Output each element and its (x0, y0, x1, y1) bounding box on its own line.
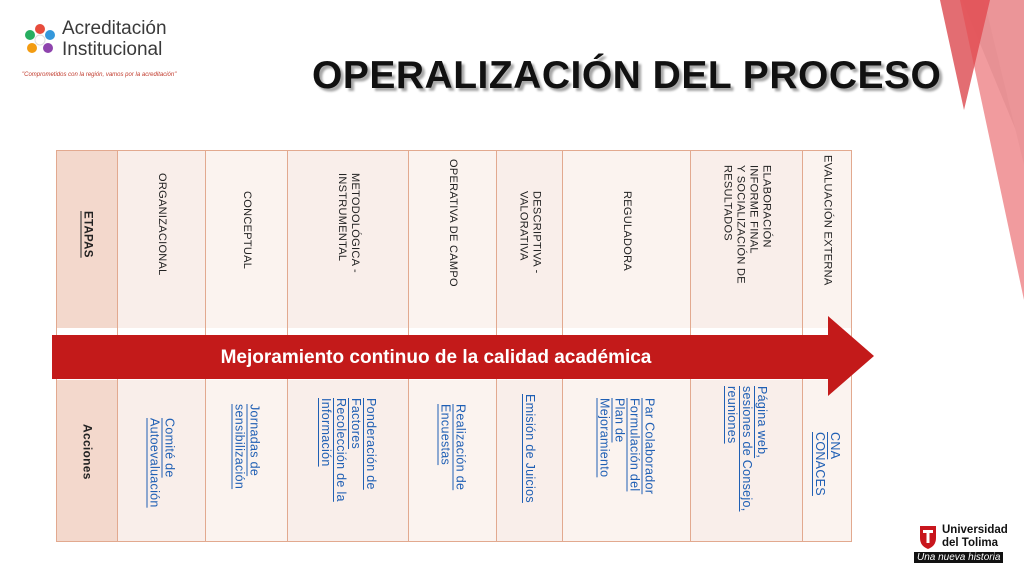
banner-label: Mejoramiento continuo de la calidad académica (220, 347, 652, 368)
ut-shield-icon (918, 524, 938, 550)
acreditacion-logo (22, 18, 222, 78)
page-title: OPERALIZACIÓN DEL PROCESO (312, 54, 942, 97)
logo-slogan: "Comprometidos con la región, vamos por la acreditación" (22, 72, 177, 78)
accion-link[interactable]: Emisión de Juicios (523, 394, 537, 503)
etapa-cell: ORGANIZACIONAL (156, 173, 168, 276)
accion-link[interactable]: Jornadas de sensibilización (232, 404, 262, 490)
etapas-header: ETAPAS (81, 211, 94, 258)
etapa-cell: OPERATIVA DE CAMPO (447, 159, 459, 287)
accion-link[interactable]: Comité de Autoevaluación (147, 418, 177, 508)
ut-name-line1: Universidad (942, 524, 1008, 536)
ut-name-line2: del Tolima (942, 537, 999, 549)
accion-link[interactable]: Par Colaborador Formulación del Plan de Mejoramiento (597, 398, 657, 495)
accion-link[interactable]: Página web, sesiones de Consejo, reuniones (725, 386, 769, 512)
ut-slogan: Una nueva historia (914, 552, 1003, 563)
accion-link[interactable]: Ponderación de Factores Recolección de la Información (319, 398, 378, 502)
logo-title-line1: Acreditación (62, 18, 167, 39)
decorative-triangles (900, 0, 1024, 300)
etapa-cell: CONCEPTUAL (241, 191, 253, 270)
etapa-cell: EVALUACIÓN EXTERNA (821, 155, 834, 286)
universidad-tolima-logo (918, 522, 1018, 570)
accion-link[interactable]: CNA CONACES (813, 432, 842, 496)
flower-logo-icon (22, 22, 58, 58)
accion-link[interactable]: Realización de Encuestas (438, 404, 468, 491)
etapa-cell: DESCRIPTIVA - VALORATIVA (517, 191, 543, 274)
logo-title-line2: Institucional (62, 39, 163, 60)
acciones-header: Acciones (80, 424, 95, 480)
etapa-cell: REGULADORA (621, 191, 633, 272)
etapa-cell: METODOLÓGICA - INSTRUMENTAL (336, 173, 361, 273)
etapa-cell: ELABORACIÓN INFORME FINAL Y SOCIALIZACIÓN DE RESULTADOS (721, 165, 773, 284)
